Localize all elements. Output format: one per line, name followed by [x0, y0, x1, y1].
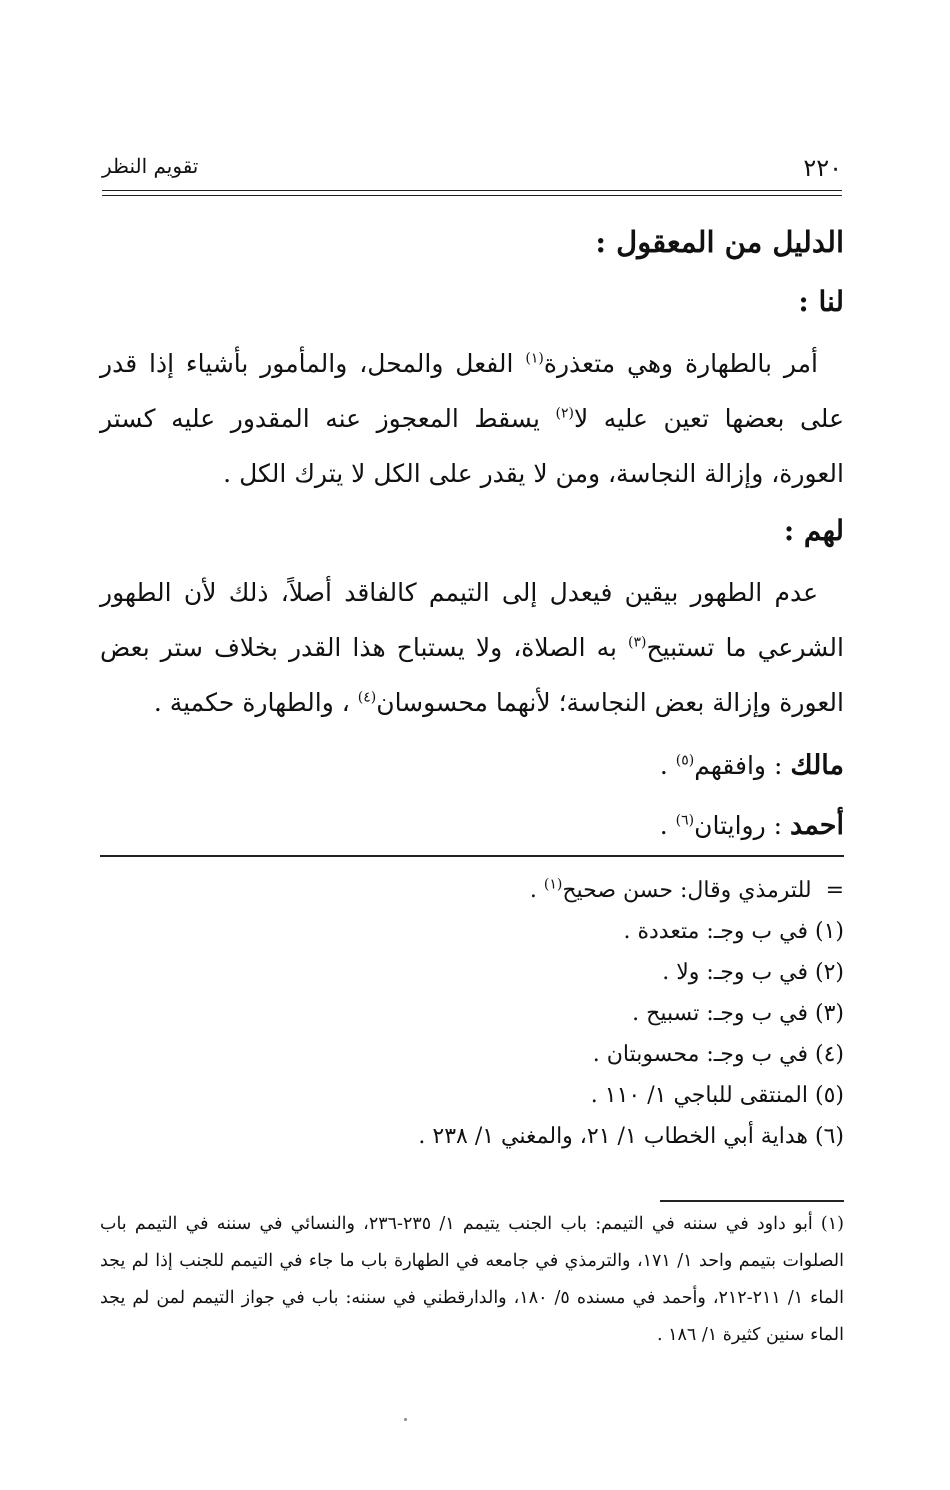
footnote-ref-6: (٦)	[675, 812, 695, 829]
malik-end: .	[659, 751, 676, 780]
footnote-ref-5: (٥)	[675, 752, 695, 769]
section-heading: الدليل من المعقول :	[595, 225, 844, 259]
bottom-footnote: (١) أبو داود في سننه في التيمم: باب الجنب يتيمم ١/ ٢٣٥-٢٣٦، والنسائي في سننه في التيمم باب الصلوات بتيمم واحد ١/ ١٧١، والترمذي في جامعه في الطهارة باب ما جاء في التيمم للجنب إذا لم يجد الماء ١/ ٢١١-٢١٢، وأحمد في مسنده ٥/ ١٨٠، والدارقطني في سننه: باب في جواز التيمم لمن لم يجد الماء سنين كثيرة ١/ ١٨٦ .	[100, 1214, 845, 1345]
header-rule-secondary	[102, 195, 842, 196]
continued-note	[100, 870, 844, 911]
theirs-paragraph	[100, 565, 844, 730]
footnote-ref-3: (٣)	[627, 634, 647, 651]
malik-separator: :	[766, 751, 791, 780]
footnote-ref-4: (٤)	[357, 689, 377, 706]
footnote-ref-2: (٢)	[555, 405, 574, 422]
ours-label: لنا :	[798, 285, 844, 318]
note-item: (٣) في ب وجـ: تسبيح .	[632, 1001, 844, 1026]
page-speck	[404, 1418, 407, 1421]
theirs-text-1: عدم الطهور بيقين فيعدل إلى التيمم كالفاقد أصلاً، ذلك لأن الطهور الشرعي ما تستبيح	[100, 578, 844, 662]
running-header	[102, 150, 842, 184]
continuation-mark: =	[825, 878, 844, 903]
ours-paragraph	[100, 336, 844, 501]
header-rule	[102, 190, 842, 191]
book-title: تقويم النظر	[102, 154, 199, 178]
theirs-text-2: به الصلاة، ولا يستباح هذا القدر بخلاف ستر بعض العورة وإزالة بعض النجاسة؛ لأنهما محسوسان	[100, 633, 844, 717]
page-number: ٢٢٠	[803, 154, 842, 182]
continued-note-end: .	[529, 878, 544, 903]
ahmad-opinion	[100, 800, 844, 852]
ours-text-1: أمر بالطهارة وهي متعذرة	[543, 349, 818, 378]
note-item: (١) في ب وجـ: متعددة .	[623, 919, 844, 944]
main-text	[100, 222, 844, 860]
note-item: (٢) في ب وجـ: ولا .	[662, 960, 844, 985]
ahmad-end: .	[659, 811, 676, 840]
ahmad-separator: :	[765, 811, 791, 840]
malik-opinion	[100, 740, 844, 792]
ahmad-text: روايتان	[694, 811, 766, 840]
ahmad-name: أحمد	[790, 810, 844, 841]
continued-note-ref: (١)	[543, 876, 563, 893]
malik-text: وافقهم	[694, 751, 766, 780]
continued-note-text: للترمذي وقال: حسن صحيح	[562, 878, 812, 903]
theirs-text-3: ، والطهارة حكمية .	[153, 688, 358, 717]
variant-notes	[100, 870, 844, 1157]
malik-name: مالك	[790, 750, 844, 781]
note-item: (٤) في ب وجـ: محسوبتان .	[592, 1042, 844, 1067]
footnote-ref-1: (١)	[525, 350, 544, 367]
note-item: (٥) المنتقى للباجي ١/ ١١٠ .	[590, 1083, 844, 1108]
ours-text-3: يسقط المعجوز عنه المقدور عليه كستر العورة، وإزالة النجاسة، ومن لا يقدر على الكل لا يترك الكل .	[100, 404, 844, 488]
note-item: (٦) هداية أبي الخطاب ١/ ٢١، والمغني ١/ ٢٣٨ .	[418, 1124, 844, 1149]
theirs-label: لهم :	[783, 514, 844, 547]
ours-text-2: الفعل والمحل، والمأمور بأشياء إذا قدر على بعضها تعين عليه لا	[100, 349, 844, 433]
notes-divider	[100, 855, 844, 857]
footnote-divider	[660, 1200, 844, 1202]
